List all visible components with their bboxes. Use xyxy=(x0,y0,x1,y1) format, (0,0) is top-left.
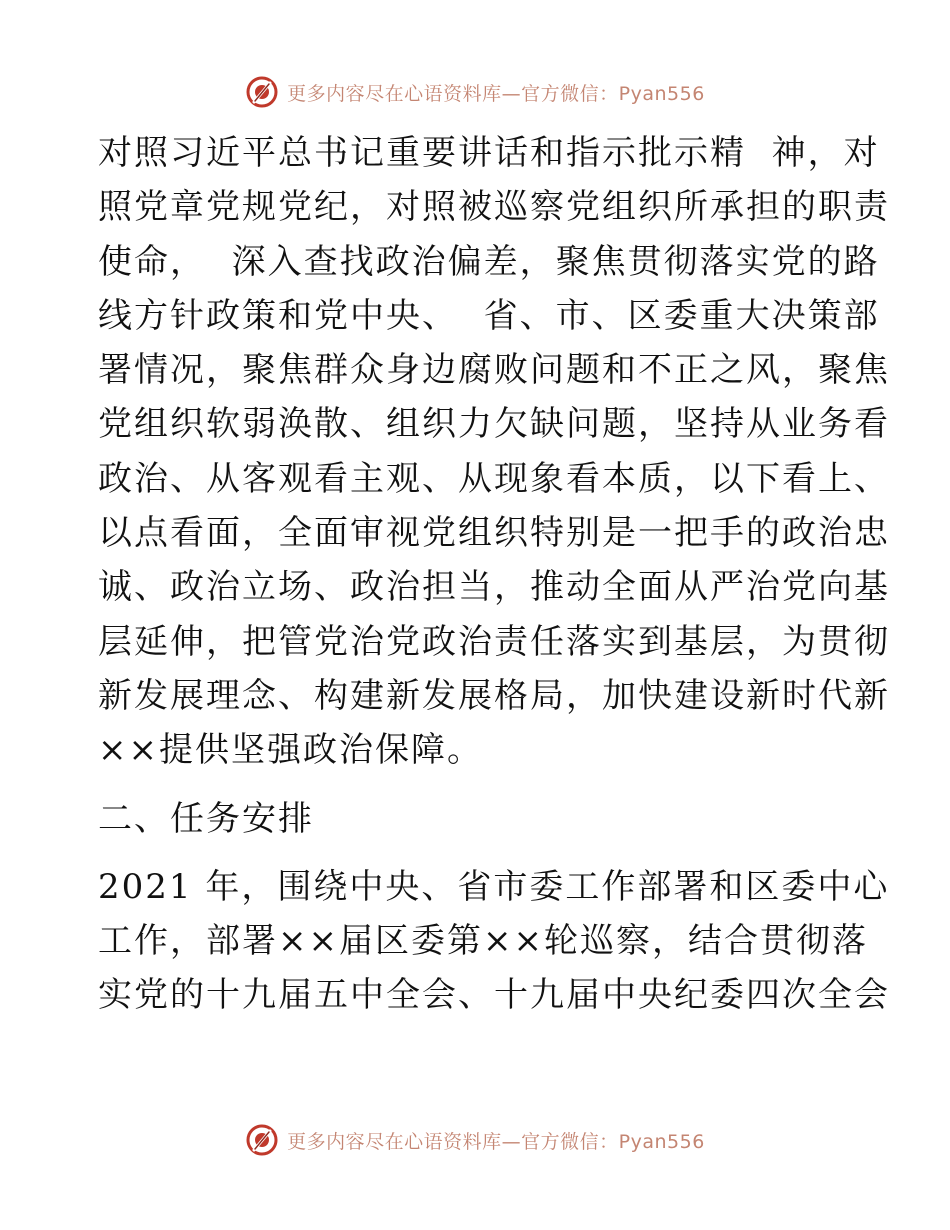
body-line: 2021 年，围绕中央、省市委工作部署和区委中心 xyxy=(98,866,890,907)
body-line: 层延伸，把管党治党政治责任落实到基层，为贯彻 xyxy=(98,621,890,662)
body-line: 对照习近平总书记重要讲话和指示批示精 神，对 xyxy=(98,133,880,173)
body-line: 政治、从客观看主观、从现象看本质，以下看上、 xyxy=(98,458,890,499)
body-line: 新发展理念、构建新发展格局，加快建设新时代新 xyxy=(98,675,890,716)
body-line: ××提供坚强政治保障。 xyxy=(98,730,483,771)
body-line: 诚、政治立场、政治担当，推动全面从严治党向基 xyxy=(98,567,890,608)
section-heading: 二、任务安排 xyxy=(98,798,314,839)
footer-watermark xyxy=(0,1120,950,1160)
body-line: 线方针政策和党中央、 省、市、区委重大决策部 xyxy=(98,295,880,336)
body-line: 实党的十九届五中全会、十九届中央纪委四次全会 xyxy=(98,975,890,1016)
watermark-text: 更多内容尽在心语资料库—官方微信：Pyan556 xyxy=(287,1130,705,1153)
watermark-text: 更多内容尽在心语资料库—官方微信：Pyan556 xyxy=(287,82,705,105)
header-watermark xyxy=(0,72,950,112)
body-line: 署情况，聚焦群众身边腐败问题和不正之风，聚焦 xyxy=(98,350,890,391)
brand-logo-icon xyxy=(245,1123,279,1157)
body-line: 以点看面，全面审视党组织特别是一把手的政治忠 xyxy=(98,513,890,554)
body-line: 工作，部署××届区委第××轮巡察，结合贯彻落 xyxy=(98,921,868,962)
body-line: 党组织软弱涣散、组织力欠缺问题，坚持从业务看 xyxy=(98,404,890,445)
document-body xyxy=(98,126,890,1023)
brand-logo-icon xyxy=(245,75,279,109)
body-line: 照党章党规党纪，对照被巡察党组织所承担的职责 xyxy=(98,187,890,228)
body-line: 使命， 深入查找政治偏差，聚焦贯彻落实党的路 xyxy=(98,241,880,282)
